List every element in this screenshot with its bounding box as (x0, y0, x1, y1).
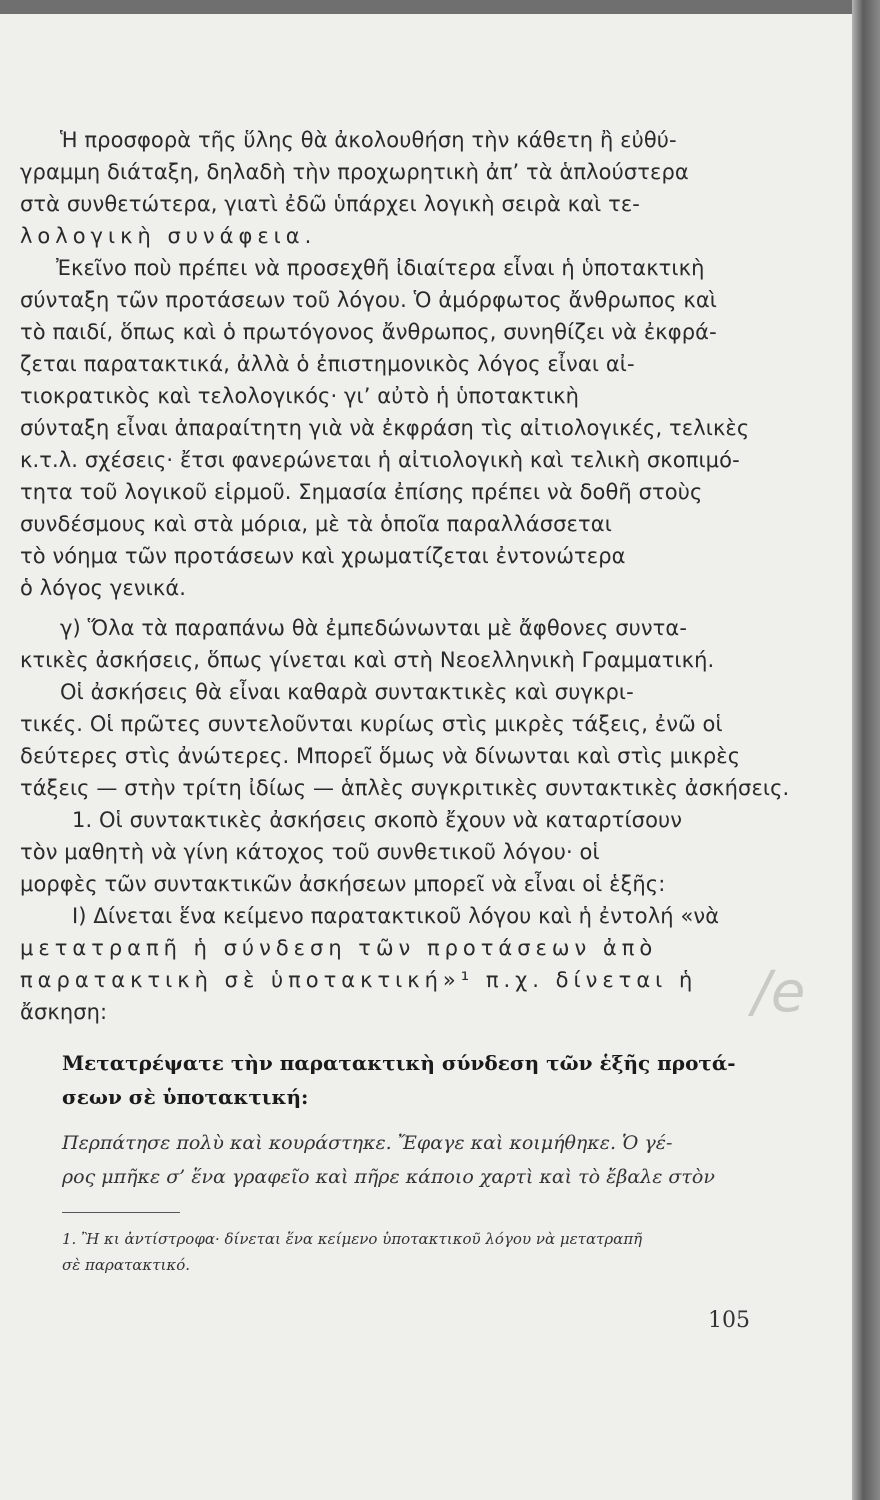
paragraph-1 (20, 124, 758, 252)
text-line: ζεται παρατακτικά, ἀλλὰ ὁ ἐπιστημονικὸς λόγος εἶναι αἰ- (20, 352, 635, 376)
text-line: τὸ νόημα τῶν προτάσεων καὶ χρωματίζεται ἐντονώτερα (20, 544, 626, 568)
pencil-mark: /‍e (752, 960, 806, 1025)
footnote-line: 1. Ἢ κι ἀντίστροφα· δίνεται ἕνα κείμενο ὑποτακτικοῦ λόγου νὰ μετατραπῆ (62, 1230, 643, 1248)
text-line: Ι) Δίνεται ἕνα κείμενο παρατακτικοῦ λόγου καὶ ἡ ἐντολή «νὰ (72, 904, 720, 928)
footnote-rule (62, 1212, 180, 1213)
text-line: μετατραπῆ ἡ σύνδεση τῶν προτάσεων ἀπὸ (20, 936, 658, 960)
text-line: σύνταξη εἶναι ἀπαραίτητη γιὰ νὰ ἐκφράση τὶς αἰτιολογικές, τελικὲς (20, 416, 750, 440)
paragraph-6 (20, 900, 758, 1028)
exercise-example (62, 1126, 750, 1194)
text-line: Οἱ ἀσκήσεις θὰ εἶναι καθαρὰ συντακτικὲς καὶ συγκρι- (60, 680, 634, 704)
text-line: τητα τοῦ λογικοῦ εἱρμοῦ. Σημασία ἐπίσης πρέπει νὰ δοθῆ στοὺς (20, 480, 703, 504)
text-line: ὁ λόγος γενικά. (20, 576, 187, 600)
text-line: τὸν μαθητὴ νὰ γίνη κάτοχος τοῦ συνθετικοῦ λόγου· οἱ (20, 840, 600, 864)
text-line: 1. Οἱ συντακτικὲς ἀσκήσεις σκοπὸ ἔχουν νὰ καταρτίσουν (72, 808, 683, 832)
text-line: λολογικὴ συνάφεια. (20, 224, 317, 248)
text-line: κ.τ.λ. σχέσεις· ἔτσι φανερώνεται ἡ αἰτιολογικὴ καὶ τελικὴ σκοπιμό- (20, 448, 740, 472)
text-line: μορφὲς τῶν συντακτικῶν ἀσκήσεων μπορεῖ νὰ εἶναι οἱ ἑξῆς: (20, 872, 666, 896)
text-line: Ἐκεῖνο ποὺ πρέπει νὰ προσεχθῆ ἰδιαίτερα εἶναι ἡ ὑποτακτικὴ (56, 256, 705, 280)
text-line: κτικὲς ἀσκήσεις, ὅπως γίνεται καὶ στὴ Νεοελληνικὴ Γραμματική. (20, 648, 715, 672)
text-line: παρατακτικὴ σὲ ὑποτακτική»¹ π.χ. δίνεται ἡ (20, 968, 698, 992)
paragraph-3 (20, 612, 758, 676)
text-line: Μετατρέψατε τὴν παρατακτικὴ σύνδεση τῶν ἑξῆς προτά- (62, 1051, 736, 1075)
text-line: δεύτερες στὶς ἀνώτερες. Μπορεῖ ὅμως νὰ δίνωνται καὶ στὶς μικρὲς (20, 744, 741, 768)
text-line: γ) Ὅλα τὰ παραπάνω θὰ ἐμπεδώνωνται μὲ ἄφθονες συντα- (60, 616, 688, 640)
text-line: σεων σὲ ὑποτακτική: (62, 1085, 309, 1109)
exercise-title (62, 1046, 762, 1114)
body-text (20, 124, 790, 1028)
text-line: τικές. Οἱ πρῶτες συντελοῦνται κυρίως στὶς μικρὲς τάξεις, ἐνῶ οἱ (20, 712, 723, 736)
text-line: σύνταξη τῶν προτάσεων τοῦ λόγου. Ὁ ἀμόρφωτος ἄνθρωπος καὶ (20, 288, 717, 312)
paragraph-2 (20, 252, 758, 604)
footnote-line: σὲ παρατακτικό. (62, 1256, 191, 1274)
text-line: Ἡ προσφορὰ τῆς ὕλης θὰ ἀκολουθήση τὴν κάθετη ἢ εὐθύ- (60, 128, 677, 152)
footnote (62, 1226, 752, 1278)
text-line: Περπάτησε πολὺ καὶ κουράστηκε. Ἔφαγε καὶ κοιμήθηκε. Ὁ γέ- (62, 1132, 673, 1154)
text-line: συνδέσμους καὶ στὰ μόρια, μὲ τὰ ὁποῖα παραλλάσσεται (20, 512, 612, 536)
text-line: τιοκρατικὸς καὶ τελολογικός· γι’ αὐτὸ ἡ ὑποτακτικὴ (20, 384, 580, 408)
text-line: γραμμη διάταξη, δηλαδὴ τὴν προχωρητικὴ ἀπ’ τὰ ἁπλούστερα (20, 160, 689, 184)
text-line: στὰ συνθετώτερα, γιατὶ ἐδῶ ὑπάρχει λογικὴ σειρὰ καὶ τε- (20, 192, 640, 216)
text-line: τάξεις — στὴν τρίτη ἰδίως — ἁπλὲς συγκριτικὲς συντακτικὲς ἀσκήσεις. (20, 776, 790, 800)
text-line: ρος μπῆκε σ’ ἕνα γραφεῖο καὶ πῆρε κάποιο χαρτὶ καὶ τὸ ἔβαλε στὸν (62, 1166, 715, 1188)
text-line: ἄσκηση: (20, 1000, 108, 1024)
text-line: τὸ παιδί, ὅπως καὶ ὁ πρωτόγονος ἄνθρωπος, συνηθίζει νὰ ἐκφρά- (20, 320, 717, 344)
page-number: 105 (708, 1308, 750, 1333)
paragraph-5 (20, 804, 758, 900)
paragraph-4 (20, 676, 790, 804)
page-edge (852, 0, 880, 1500)
